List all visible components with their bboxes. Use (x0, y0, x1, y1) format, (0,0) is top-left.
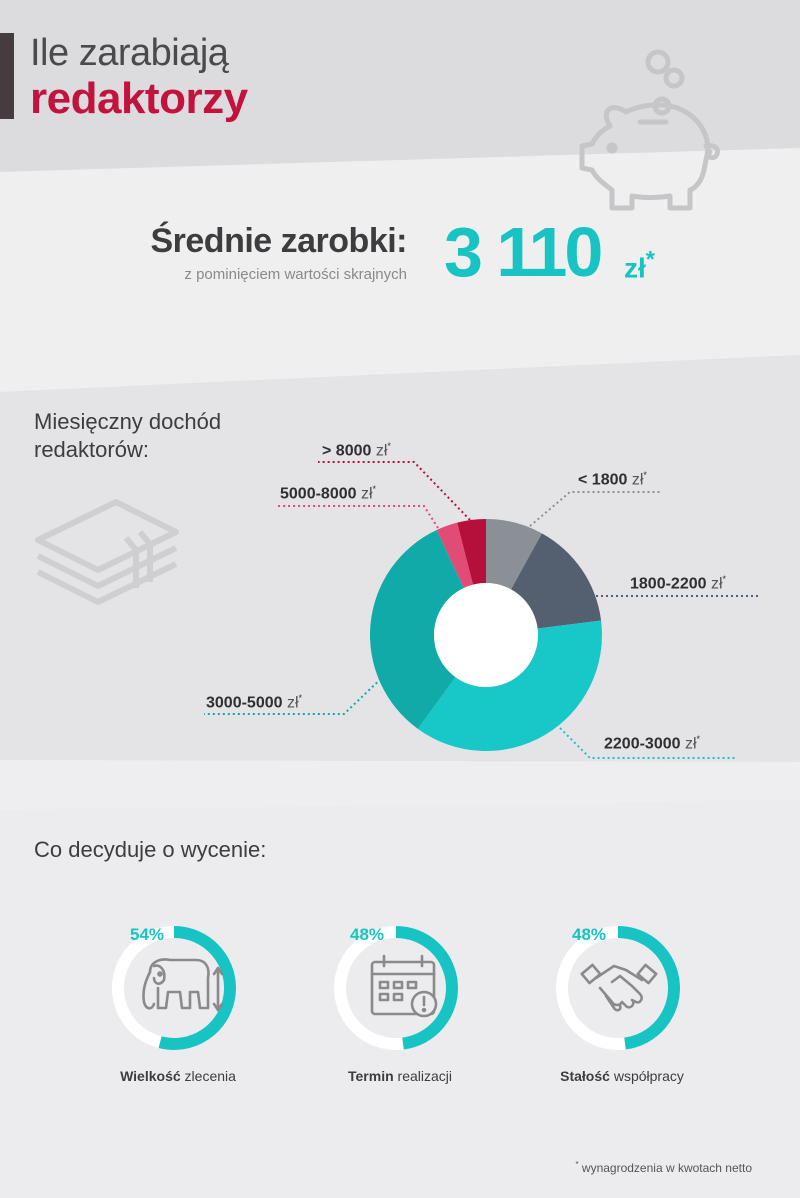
label-3000-5000-range: 3000-5000 (206, 694, 283, 712)
footnote (575, 1160, 752, 1175)
label-2200-3000-unit: zł (684, 735, 697, 753)
factor-1-caption-bold: Wielkość (120, 1068, 181, 1084)
factor-1-percent: 54% (130, 925, 165, 944)
label-3000-5000 (206, 693, 302, 712)
footnote-text: wynagrodzenia w kwotach netto (578, 1161, 752, 1175)
footnote-mark: * (575, 1160, 579, 1169)
income-donut (370, 519, 602, 751)
income-title-line-1: Miesięczny dochód (34, 409, 222, 434)
calendar-warning-icon (372, 956, 436, 1016)
label-over-8000-mark: * (387, 441, 391, 451)
leader-line-5000-8000 (278, 506, 438, 528)
average-value: 3 110 (444, 213, 601, 291)
ring-value-1 (160, 932, 230, 1044)
factor-1-caption-rest: zlecenia (180, 1068, 236, 1084)
label-under-1800-unit: zł (631, 471, 644, 489)
label-over-8000-unit: zł (375, 442, 388, 460)
label-5000-8000-mark: * (372, 484, 377, 494)
label-under-1800 (578, 470, 647, 489)
label-5000-8000-unit: zł (360, 485, 373, 503)
title-line-1: Ile zarabiają (30, 32, 229, 74)
factors-title: Co decyduje o wycenie: (34, 837, 267, 862)
label-1800-2200-range: 1800-2200 (630, 575, 707, 593)
factor-2-caption (310, 1068, 490, 1084)
factor-2-percent: 48% (350, 925, 385, 944)
average-sublabel: z pominięciem wartości skrajnych (184, 266, 407, 283)
label-3000-5000-mark: * (298, 693, 303, 703)
average-asterisk: * (645, 246, 655, 272)
label-1800-2200 (630, 574, 726, 593)
label-5000-8000 (280, 484, 376, 503)
factor-3-percent: 48% (572, 925, 607, 944)
label-3000-5000-unit: zł (286, 694, 299, 712)
factor-3-caption (532, 1068, 712, 1084)
average-label: Średnie zarobki: (150, 222, 407, 260)
title-line-2: redaktorzy (30, 74, 248, 123)
income-title-line-2: redaktorów: (34, 437, 149, 462)
label-1800-2200-unit: zł (710, 575, 723, 593)
label-under-1800-mark: * (643, 470, 647, 480)
average-unit-text: zł (624, 252, 646, 284)
label-2200-3000-mark: * (696, 734, 701, 744)
factor-2-caption-rest: realizacji (393, 1068, 452, 1084)
ring-value-2 (396, 932, 452, 1044)
label-under-1800-range: < 1800 (578, 471, 628, 489)
factor-2-caption-bold: Termin (348, 1068, 394, 1084)
label-5000-8000-range: 5000-8000 (280, 485, 357, 503)
ring-value-3 (618, 932, 674, 1044)
label-2200-3000 (604, 734, 700, 753)
factor-3-caption-rest: współpracy (609, 1068, 684, 1084)
elephant-icon (143, 960, 222, 1011)
label-1800-2200-mark: * (722, 574, 727, 584)
label-over-8000-range: > 8000 (322, 442, 372, 460)
factor-1-caption (88, 1068, 268, 1084)
label-2200-3000-range: 2200-3000 (604, 735, 681, 753)
donut-hole (434, 583, 538, 687)
handshake-icon (582, 965, 656, 1010)
leader-line-under-1800 (530, 492, 662, 526)
label-over-8000 (322, 441, 391, 460)
factor-3-caption-bold: Stałość (560, 1068, 610, 1084)
